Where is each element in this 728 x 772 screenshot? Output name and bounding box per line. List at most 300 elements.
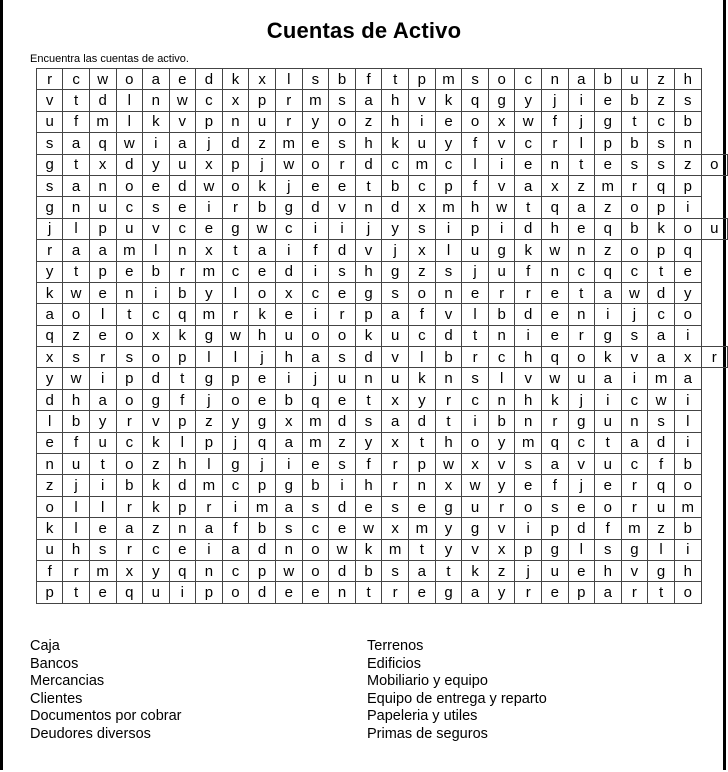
- grid-cell[interactable]: s: [435, 261, 462, 282]
- grid-cell[interactable]: u: [462, 496, 489, 517]
- grid-cell[interactable]: s: [37, 175, 63, 196]
- grid-cell[interactable]: w: [116, 133, 143, 154]
- grid-cell[interactable]: h: [355, 133, 382, 154]
- grid-cell[interactable]: h: [674, 69, 701, 90]
- grid-cell[interactable]: e: [249, 261, 276, 282]
- grid-cell[interactable]: x: [488, 539, 515, 560]
- grid-cell[interactable]: o: [249, 282, 276, 303]
- grid-cell[interactable]: o: [515, 496, 542, 517]
- grid-cell[interactable]: a: [594, 282, 621, 303]
- grid-cell[interactable]: q: [674, 240, 701, 261]
- grid-cell[interactable]: b: [249, 197, 276, 218]
- grid-cell[interactable]: b: [116, 475, 143, 496]
- grid-cell[interactable]: e: [275, 304, 302, 325]
- grid-cell[interactable]: a: [568, 197, 594, 218]
- grid-cell[interactable]: t: [63, 154, 90, 175]
- grid-cell[interactable]: h: [275, 347, 302, 368]
- grid-cell[interactable]: z: [143, 518, 169, 539]
- grid-cell[interactable]: r: [329, 304, 356, 325]
- grid-cell[interactable]: n: [169, 240, 196, 261]
- grid-cell[interactable]: x: [143, 325, 169, 346]
- grid-cell[interactable]: r: [488, 282, 515, 303]
- grid-cell[interactable]: z: [648, 90, 675, 111]
- grid-cell[interactable]: i: [275, 240, 302, 261]
- grid-cell[interactable]: x: [196, 240, 223, 261]
- grid-cell[interactable]: s: [594, 539, 621, 560]
- grid-cell[interactable]: p: [249, 475, 276, 496]
- grid-cell[interactable]: k: [408, 368, 435, 389]
- grid-cell[interactable]: n: [329, 582, 356, 603]
- grid-cell[interactable]: a: [143, 69, 169, 90]
- grid-cell[interactable]: o: [568, 347, 594, 368]
- grid-cell[interactable]: r: [275, 90, 302, 111]
- grid-cell[interactable]: v: [462, 539, 489, 560]
- grid-cell[interactable]: e: [408, 582, 435, 603]
- grid-cell[interactable]: o: [37, 496, 63, 517]
- grid-cell[interactable]: f: [542, 111, 569, 132]
- grid-cell[interactable]: r: [169, 261, 196, 282]
- grid-cell[interactable]: a: [169, 133, 196, 154]
- grid-cell[interactable]: i: [196, 197, 223, 218]
- grid-cell[interactable]: p: [116, 368, 143, 389]
- grid-cell[interactable]: r: [89, 347, 116, 368]
- grid-cell[interactable]: a: [462, 582, 489, 603]
- grid-cell[interactable]: u: [249, 111, 276, 132]
- grid-cell[interactable]: i: [594, 389, 621, 410]
- grid-cell[interactable]: q: [648, 175, 675, 196]
- grid-cell[interactable]: z: [408, 261, 435, 282]
- grid-cell[interactable]: r: [196, 496, 223, 517]
- grid-cell[interactable]: s: [275, 518, 302, 539]
- grid-cell[interactable]: f: [355, 454, 382, 475]
- grid-cell[interactable]: u: [63, 454, 90, 475]
- grid-cell[interactable]: c: [222, 475, 249, 496]
- grid-cell[interactable]: q: [302, 389, 329, 410]
- grid-cell[interactable]: j: [196, 389, 223, 410]
- grid-cell[interactable]: t: [462, 325, 489, 346]
- grid-cell[interactable]: e: [515, 475, 542, 496]
- grid-cell[interactable]: h: [542, 218, 569, 239]
- grid-cell[interactable]: o: [462, 111, 489, 132]
- grid-cell[interactable]: c: [462, 389, 489, 410]
- grid-cell[interactable]: l: [568, 133, 594, 154]
- grid-cell[interactable]: a: [116, 518, 143, 539]
- grid-cell[interactable]: a: [355, 90, 382, 111]
- grid-cell[interactable]: u: [408, 133, 435, 154]
- grid-cell[interactable]: e: [143, 175, 169, 196]
- grid-cell[interactable]: i: [196, 539, 223, 560]
- grid-cell[interactable]: v: [515, 368, 542, 389]
- grid-cell[interactable]: z: [648, 69, 675, 90]
- grid-cell[interactable]: x: [222, 90, 249, 111]
- grid-cell[interactable]: g: [568, 411, 594, 432]
- grid-cell[interactable]: j: [621, 304, 648, 325]
- grid-cell[interactable]: c: [408, 175, 435, 196]
- grid-cell[interactable]: n: [63, 197, 90, 218]
- grid-cell[interactable]: t: [63, 90, 90, 111]
- grid-cell[interactable]: x: [196, 154, 223, 175]
- grid-cell[interactable]: l: [116, 111, 143, 132]
- grid-cell[interactable]: g: [382, 261, 409, 282]
- grid-cell[interactable]: a: [408, 560, 435, 581]
- grid-cell[interactable]: k: [222, 69, 249, 90]
- grid-cell[interactable]: e: [408, 496, 435, 517]
- grid-cell[interactable]: a: [222, 539, 249, 560]
- grid-cell[interactable]: v: [382, 347, 409, 368]
- grid-cell[interactable]: v: [355, 240, 382, 261]
- grid-cell[interactable]: x: [89, 154, 116, 175]
- grid-cell[interactable]: b: [382, 175, 409, 196]
- grid-cell[interactable]: l: [63, 496, 90, 517]
- grid-cell[interactable]: h: [515, 347, 542, 368]
- grid-cell[interactable]: x: [462, 454, 489, 475]
- grid-cell[interactable]: g: [594, 325, 621, 346]
- grid-cell[interactable]: g: [222, 454, 249, 475]
- grid-cell[interactable]: j: [249, 154, 276, 175]
- grid-cell[interactable]: e: [302, 133, 329, 154]
- grid-cell[interactable]: k: [249, 175, 276, 196]
- grid-cell[interactable]: a: [382, 304, 409, 325]
- grid-cell[interactable]: a: [648, 347, 675, 368]
- grid-cell[interactable]: i: [143, 133, 169, 154]
- grid-cell[interactable]: k: [143, 111, 169, 132]
- grid-cell[interactable]: y: [435, 539, 462, 560]
- grid-cell[interactable]: x: [275, 411, 302, 432]
- grid-cell[interactable]: k: [594, 347, 621, 368]
- grid-cell[interactable]: x: [408, 240, 435, 261]
- grid-cell[interactable]: n: [674, 133, 701, 154]
- grid-cell[interactable]: c: [143, 304, 169, 325]
- grid-cell[interactable]: m: [249, 496, 276, 517]
- grid-cell[interactable]: p: [196, 582, 223, 603]
- grid-cell[interactable]: j: [249, 347, 276, 368]
- grid-cell[interactable]: p: [674, 175, 701, 196]
- grid-cell[interactable]: j: [462, 261, 489, 282]
- grid-cell[interactable]: t: [355, 389, 382, 410]
- grid-cell[interactable]: n: [621, 411, 648, 432]
- grid-cell[interactable]: i: [674, 197, 701, 218]
- grid-cell[interactable]: m: [89, 111, 116, 132]
- grid-cell[interactable]: w: [196, 175, 223, 196]
- grid-cell[interactable]: l: [63, 218, 90, 239]
- grid-cell[interactable]: c: [302, 518, 329, 539]
- grid-cell[interactable]: a: [594, 582, 621, 603]
- grid-cell[interactable]: y: [488, 475, 515, 496]
- grid-cell[interactable]: s: [37, 133, 63, 154]
- grid-cell[interactable]: u: [37, 111, 63, 132]
- grid-cell[interactable]: y: [37, 261, 63, 282]
- grid-cell[interactable]: l: [196, 347, 223, 368]
- grid-cell[interactable]: h: [382, 90, 409, 111]
- grid-cell[interactable]: m: [116, 240, 143, 261]
- grid-cell[interactable]: e: [435, 111, 462, 132]
- grid-cell[interactable]: s: [621, 325, 648, 346]
- grid-cell[interactable]: j: [37, 218, 63, 239]
- grid-cell[interactable]: e: [594, 475, 621, 496]
- grid-cell[interactable]: h: [462, 197, 489, 218]
- grid-cell[interactable]: n: [116, 282, 143, 303]
- grid-cell[interactable]: o: [674, 304, 701, 325]
- grid-cell[interactable]: s: [329, 261, 356, 282]
- grid-cell[interactable]: t: [515, 197, 542, 218]
- grid-cell[interactable]: q: [594, 261, 621, 282]
- grid-cell[interactable]: k: [37, 282, 63, 303]
- grid-cell[interactable]: e: [594, 154, 621, 175]
- grid-cell[interactable]: v: [488, 175, 515, 196]
- grid-cell[interactable]: e: [89, 518, 116, 539]
- grid-cell[interactable]: q: [542, 432, 569, 453]
- grid-cell[interactable]: l: [116, 90, 143, 111]
- grid-cell[interactable]: t: [355, 582, 382, 603]
- grid-cell[interactable]: p: [462, 218, 489, 239]
- grid-cell[interactable]: d: [648, 432, 675, 453]
- grid-cell[interactable]: p: [249, 560, 276, 581]
- grid-cell[interactable]: w: [462, 475, 489, 496]
- grid-cell[interactable]: p: [594, 133, 621, 154]
- grid-cell[interactable]: c: [648, 111, 675, 132]
- grid-cell[interactable]: u: [648, 496, 675, 517]
- grid-cell[interactable]: r: [37, 69, 63, 90]
- grid-cell[interactable]: j: [568, 475, 594, 496]
- grid-cell[interactable]: c: [408, 325, 435, 346]
- grid-cell[interactable]: t: [568, 154, 594, 175]
- grid-cell[interactable]: b: [63, 411, 90, 432]
- grid-cell[interactable]: u: [542, 560, 569, 581]
- grid-cell[interactable]: g: [462, 518, 489, 539]
- grid-cell[interactable]: g: [488, 240, 515, 261]
- grid-cell[interactable]: d: [116, 154, 143, 175]
- grid-cell[interactable]: p: [169, 411, 196, 432]
- grid-cell[interactable]: a: [674, 368, 701, 389]
- grid-cell[interactable]: f: [462, 175, 489, 196]
- grid-cell[interactable]: r: [37, 240, 63, 261]
- grid-cell[interactable]: l: [222, 282, 249, 303]
- grid-cell[interactable]: r: [382, 582, 409, 603]
- grid-cell[interactable]: h: [169, 454, 196, 475]
- grid-cell[interactable]: w: [329, 539, 356, 560]
- grid-cell[interactable]: g: [275, 475, 302, 496]
- grid-cell[interactable]: m: [382, 539, 409, 560]
- grid-cell[interactable]: g: [196, 368, 223, 389]
- grid-cell[interactable]: h: [435, 432, 462, 453]
- grid-cell[interactable]: s: [382, 560, 409, 581]
- grid-cell[interactable]: i: [408, 111, 435, 132]
- grid-cell[interactable]: r: [621, 475, 648, 496]
- grid-cell[interactable]: j: [222, 432, 249, 453]
- grid-cell[interactable]: y: [37, 368, 63, 389]
- grid-cell[interactable]: y: [382, 218, 409, 239]
- grid-cell[interactable]: e: [329, 282, 356, 303]
- grid-cell[interactable]: t: [382, 69, 409, 90]
- grid-cell[interactable]: n: [542, 69, 569, 90]
- grid-cell[interactable]: g: [196, 325, 223, 346]
- grid-cell[interactable]: w: [515, 111, 542, 132]
- grid-cell[interactable]: c: [63, 69, 90, 90]
- grid-cell[interactable]: q: [594, 218, 621, 239]
- grid-cell[interactable]: s: [355, 411, 382, 432]
- grid-cell[interactable]: q: [648, 475, 675, 496]
- grid-cell[interactable]: a: [515, 175, 542, 196]
- grid-cell[interactable]: n: [355, 368, 382, 389]
- grid-cell[interactable]: n: [435, 368, 462, 389]
- grid-cell[interactable]: b: [435, 347, 462, 368]
- grid-cell[interactable]: c: [143, 539, 169, 560]
- grid-cell[interactable]: t: [116, 304, 143, 325]
- grid-cell[interactable]: h: [355, 261, 382, 282]
- grid-cell[interactable]: v: [568, 454, 594, 475]
- grid-cell[interactable]: p: [196, 432, 223, 453]
- grid-cell[interactable]: g: [355, 282, 382, 303]
- grid-cell[interactable]: p: [542, 518, 569, 539]
- grid-cell[interactable]: l: [408, 347, 435, 368]
- grid-cell[interactable]: j: [515, 560, 542, 581]
- grid-cell[interactable]: c: [515, 133, 542, 154]
- grid-cell[interactable]: z: [674, 154, 701, 175]
- grid-cell[interactable]: x: [408, 197, 435, 218]
- grid-cell[interactable]: k: [435, 90, 462, 111]
- grid-cell[interactable]: r: [701, 347, 727, 368]
- grid-cell[interactable]: x: [382, 518, 409, 539]
- grid-cell[interactable]: q: [462, 90, 489, 111]
- grid-cell[interactable]: j: [568, 111, 594, 132]
- grid-cell[interactable]: o: [302, 560, 329, 581]
- grid-cell[interactable]: d: [249, 582, 276, 603]
- grid-cell[interactable]: d: [329, 496, 356, 517]
- grid-cell[interactable]: s: [542, 496, 569, 517]
- grid-cell[interactable]: i: [275, 454, 302, 475]
- grid-cell[interactable]: p: [515, 539, 542, 560]
- grid-cell[interactable]: i: [169, 582, 196, 603]
- grid-cell[interactable]: x: [116, 560, 143, 581]
- grid-cell[interactable]: e: [329, 389, 356, 410]
- grid-cell[interactable]: k: [382, 133, 409, 154]
- grid-cell[interactable]: v: [621, 347, 648, 368]
- grid-cell[interactable]: k: [249, 304, 276, 325]
- grid-cell[interactable]: i: [329, 218, 356, 239]
- grid-cell[interactable]: b: [169, 282, 196, 303]
- grid-cell[interactable]: i: [674, 539, 701, 560]
- grid-cell[interactable]: o: [116, 389, 143, 410]
- grid-cell[interactable]: o: [222, 175, 249, 196]
- grid-cell[interactable]: x: [382, 432, 409, 453]
- grid-cell[interactable]: k: [169, 325, 196, 346]
- grid-cell[interactable]: x: [488, 111, 515, 132]
- grid-cell[interactable]: n: [515, 411, 542, 432]
- grid-cell[interactable]: z: [488, 560, 515, 581]
- grid-cell[interactable]: s: [621, 154, 648, 175]
- grid-cell[interactable]: u: [329, 368, 356, 389]
- grid-cell[interactable]: u: [89, 432, 116, 453]
- grid-cell[interactable]: m: [302, 411, 329, 432]
- grid-cell[interactable]: y: [222, 411, 249, 432]
- grid-cell[interactable]: s: [116, 347, 143, 368]
- grid-cell[interactable]: w: [89, 69, 116, 90]
- grid-cell[interactable]: d: [169, 175, 196, 196]
- grid-cell[interactable]: q: [116, 582, 143, 603]
- grid-cell[interactable]: a: [648, 325, 675, 346]
- grid-cell[interactable]: u: [594, 411, 621, 432]
- grid-cell[interactable]: r: [542, 133, 569, 154]
- grid-cell[interactable]: d: [408, 411, 435, 432]
- grid-cell[interactable]: d: [329, 560, 356, 581]
- grid-cell[interactable]: n: [542, 154, 569, 175]
- grid-cell[interactable]: h: [63, 389, 90, 410]
- grid-cell[interactable]: e: [169, 539, 196, 560]
- grid-cell[interactable]: w: [222, 325, 249, 346]
- grid-cell[interactable]: r: [621, 496, 648, 517]
- grid-cell[interactable]: w: [435, 454, 462, 475]
- grid-cell[interactable]: o: [302, 325, 329, 346]
- grid-cell[interactable]: d: [249, 539, 276, 560]
- grid-cell[interactable]: i: [89, 475, 116, 496]
- grid-cell[interactable]: d: [382, 197, 409, 218]
- grid-cell[interactable]: p: [355, 304, 382, 325]
- grid-cell[interactable]: u: [568, 368, 594, 389]
- grid-cell[interactable]: a: [196, 518, 223, 539]
- grid-cell[interactable]: o: [222, 582, 249, 603]
- grid-cell[interactable]: h: [382, 111, 409, 132]
- grid-cell[interactable]: g: [542, 539, 569, 560]
- grid-cell[interactable]: p: [568, 582, 594, 603]
- grid-cell[interactable]: o: [488, 69, 515, 90]
- grid-cell[interactable]: d: [355, 154, 382, 175]
- grid-cell[interactable]: y: [302, 111, 329, 132]
- grid-cell[interactable]: m: [196, 261, 223, 282]
- grid-cell[interactable]: r: [116, 539, 143, 560]
- grid-cell[interactable]: s: [329, 133, 356, 154]
- grid-cell[interactable]: l: [89, 496, 116, 517]
- grid-cell[interactable]: p: [435, 175, 462, 196]
- grid-cell[interactable]: q: [89, 133, 116, 154]
- grid-cell[interactable]: n: [435, 282, 462, 303]
- grid-cell[interactable]: m: [408, 518, 435, 539]
- grid-cell[interactable]: n: [222, 111, 249, 132]
- grid-cell[interactable]: l: [488, 368, 515, 389]
- grid-cell[interactable]: i: [329, 475, 356, 496]
- grid-cell[interactable]: z: [648, 518, 675, 539]
- grid-cell[interactable]: e: [249, 389, 276, 410]
- grid-cell[interactable]: t: [355, 175, 382, 196]
- grid-cell[interactable]: k: [143, 496, 169, 517]
- grid-cell[interactable]: k: [542, 389, 569, 410]
- grid-cell[interactable]: d: [515, 304, 542, 325]
- grid-cell[interactable]: z: [143, 454, 169, 475]
- grid-cell[interactable]: y: [488, 432, 515, 453]
- grid-cell[interactable]: m: [196, 304, 223, 325]
- grid-cell[interactable]: s: [302, 496, 329, 517]
- grid-cell[interactable]: v: [408, 90, 435, 111]
- grid-cell[interactable]: c: [621, 454, 648, 475]
- grid-cell[interactable]: e: [329, 175, 356, 196]
- grid-cell[interactable]: n: [542, 261, 569, 282]
- grid-cell[interactable]: t: [435, 411, 462, 432]
- grid-cell[interactable]: b: [329, 69, 356, 90]
- grid-cell[interactable]: l: [169, 432, 196, 453]
- grid-cell[interactable]: a: [37, 304, 63, 325]
- grid-cell[interactable]: w: [488, 197, 515, 218]
- grid-cell[interactable]: c: [275, 218, 302, 239]
- grid-cell[interactable]: a: [89, 389, 116, 410]
- grid-cell[interactable]: n: [196, 560, 223, 581]
- grid-cell[interactable]: i: [222, 496, 249, 517]
- grid-cell[interactable]: z: [329, 432, 356, 453]
- grid-cell[interactable]: m: [302, 90, 329, 111]
- grid-cell[interactable]: w: [63, 368, 90, 389]
- grid-cell[interactable]: m: [435, 197, 462, 218]
- grid-cell[interactable]: u: [275, 325, 302, 346]
- grid-cell[interactable]: r: [621, 582, 648, 603]
- grid-cell[interactable]: u: [143, 582, 169, 603]
